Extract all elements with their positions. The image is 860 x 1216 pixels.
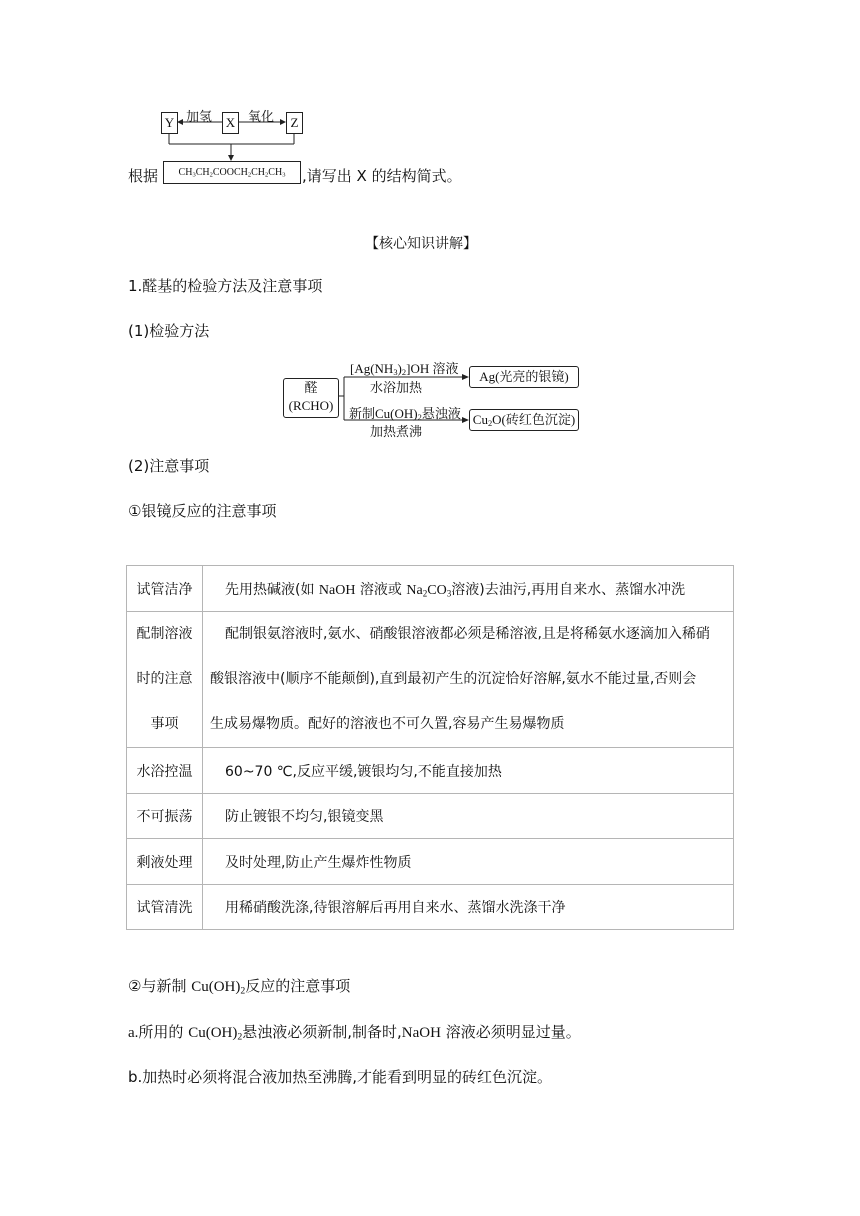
table-key: 试管清洗 [127,885,203,930]
table-key-line: 时的注意 [136,671,193,687]
lower-condition: 加热煮沸 [370,424,423,439]
aldehyde-label: 醛 [304,380,318,395]
aldehyde-formula: (RCHO) [288,398,334,413]
aldehyde-box [283,378,339,418]
cuprous-oxide-product: $Cu_2O$(砖红色沉淀) [469,409,579,431]
subheading-test-method: (1)检验方法 [128,322,210,340]
table-key: 剩液处理 [127,839,203,885]
table-value-line: 酸银溶液中(顺序不能颠倒),直到最初产生的沉淀恰好溶解,氨水不能过量,否则会 [210,671,697,687]
question-prefix: 根据 [128,167,159,185]
subheading-silver-mirror: ①银镜反应的注意事项 [128,502,277,520]
table-row [127,566,734,612]
silver-mirror-product: Ag(光亮的银镜) [469,366,579,388]
oxidation-label: 氧化 [248,109,275,124]
compound-y-box: Y [161,112,178,134]
table-value: 及时处理,防止产生爆炸性物质 [203,839,734,885]
table-value-line: 配制银氨溶液时,氨水、硝酸银溶液都必须是稀溶液,且是将稀氨水逐滴加入稀硝 [225,626,710,642]
table-row [127,794,734,839]
note-b: b.加热时必须将混合液加热至沸腾,才能看到明显的砖红色沉淀。 [128,1068,553,1086]
subheading-cuoh2: ②与新制 $Cu(OH)_2$反应的注意事项 [128,977,351,997]
subheading-precautions: (2)注意事项 [128,457,210,475]
compound-z-box: Z [286,112,303,134]
heading-aldehyde-test: 1.醛基的检验方法及注意事项 [128,277,323,295]
table-key-line: 配制溶液 [136,626,193,642]
table-key: 不可振荡 [127,794,203,839]
table-row [127,885,734,930]
table-key-line: 事项 [150,716,179,732]
table-row [127,839,734,885]
ester-formula-box [163,161,301,184]
table-key: 水浴控温 [127,748,203,794]
section-title: 【核心知识讲解】 [365,236,477,252]
table-value: 防止镀银不均匀,银镜变黑 [203,794,734,839]
upper-condition: 水浴加热 [370,380,423,395]
table-key: 试管洁净 [127,566,203,612]
note-a: a.所用的 $Cu(OH)_2$悬浊液必须新制,制备时,NaOH 溶液必须明显过量。 [128,1023,581,1043]
table-value [203,612,734,748]
table-row [127,748,734,794]
table-value: 用稀硝酸洗涤,待银溶解后再用自来水、蒸馏水洗涤干净 [203,885,734,930]
table-key [127,612,203,748]
upper-reagent: $[Ag(NH_3)_2]OH$ 溶液 [350,361,459,378]
question-suffix: ,请写出 X 的结构简式。 [302,167,462,185]
table-value: 先用热碱液(如 NaOH 溶液或 $Na_2CO_3$溶液)去油污,再用自来水、蒸馏水冲洗 [203,566,734,612]
table-value-line: 生成易爆物质。配好的溶液也不可久置,容易产生易爆物质 [210,716,565,732]
compound-x-box: X [222,112,239,134]
silver-mirror-table [126,565,734,930]
table-row [127,612,734,748]
reaction-arrows [150,100,320,168]
ester-formula: $CH_3CH_2COOCH_2CH_2CH_3$ [178,167,286,179]
table-value: 60~70 ℃,反应平缓,镀银均匀,不能直接加热 [203,748,734,794]
hydrogenation-label: 加氢 [186,109,213,124]
lower-reagent: 新制$Cu(OH)_2$悬浊液 [349,406,461,423]
